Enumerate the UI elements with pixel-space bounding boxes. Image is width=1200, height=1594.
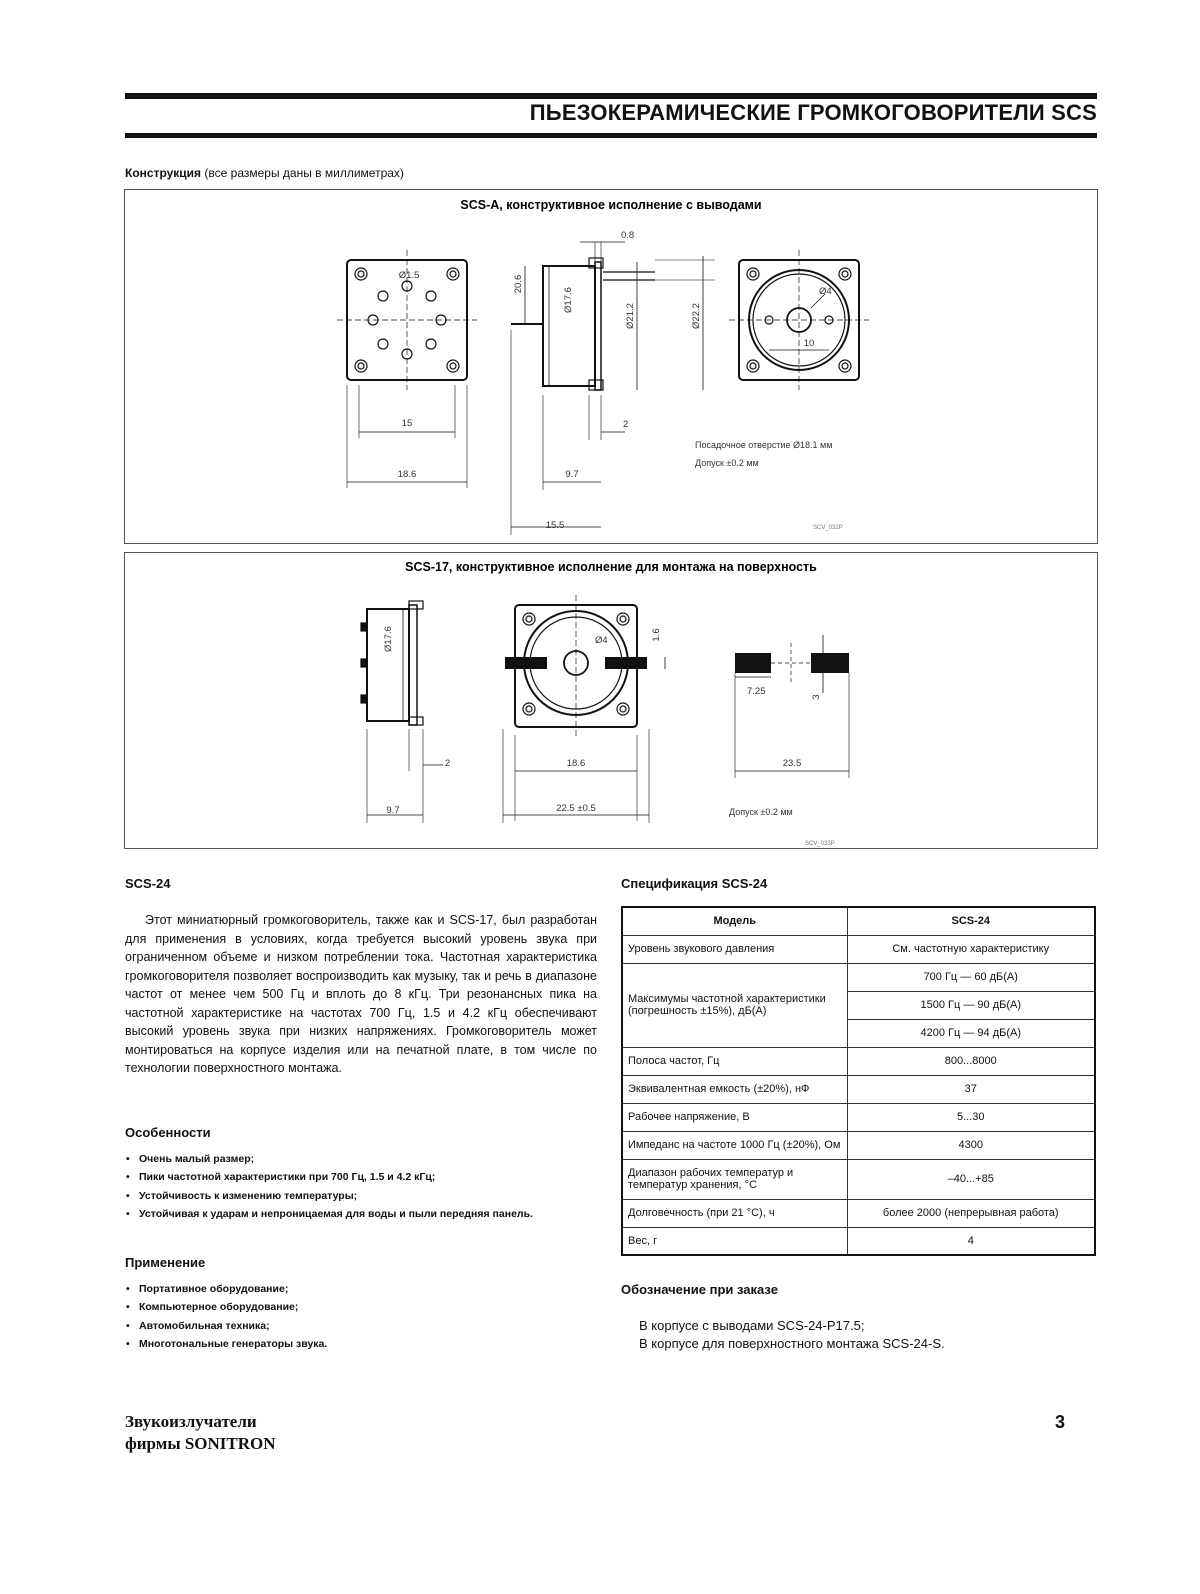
construction-label: Конструкция (125, 166, 201, 180)
features-list (125, 1150, 605, 1223)
page-title: ПЬЕЗОКЕРАМИЧЕСКИЕ ГРОМКОГОВОРИТЕЛИ SCS (530, 100, 1097, 126)
table-row (622, 1075, 1095, 1103)
spec-label-temp: Диапазон рабочих температур и температур хранения, °С (622, 1159, 847, 1199)
drawing-panel-scs-a (124, 189, 1098, 544)
dim-a-186: 18.6 (398, 469, 417, 480)
construction-note: (все размеры даны в миллиметрах) (204, 166, 404, 180)
table-row (622, 907, 1095, 935)
list-item: • Автомобильная техника; (125, 1317, 605, 1335)
spec-label-imp: Импеданс на частоте 1000 Гц (±20%), Ом (622, 1131, 847, 1159)
dim-a-10: 10 (804, 338, 815, 349)
spec-value-temp: –40...+85 (847, 1159, 1095, 1199)
dim-a-97: 9.7 (565, 469, 578, 480)
spec-value-imp: 4300 (847, 1131, 1095, 1159)
drawing-scs-a (125, 190, 1097, 543)
dim-a-15: 15 (402, 418, 413, 429)
panel-b-title: SCS-17, конструктивное исполнение для монтажа на поверхность (405, 560, 817, 574)
spec-col-model: Модель (622, 907, 847, 935)
footer-brand (125, 1411, 276, 1455)
panel-a-title: SCS-A, конструктивное исполнение с выводами (460, 198, 761, 212)
list-item: • Устойчивость к изменению температуры; (125, 1187, 605, 1205)
scs24-description: Этот миниатюрный громкоговоритель, также как и SCS-17, был разработан для применения в условиях, когда требуется высокий уровень звука при ограниченном объеме и низком потреблении тока. Частотная характеристика громкоговорителя позволяет воспроизводить как музыку, так и речь в диапазоне частот от менее чем 500 Гц и вплоть до 8 кГц. Три резонансных пика на частотной характеристике на частотах 700 Гц, 1.5 и 4.2 кГц обеспечивают высокий уровень звука при низких напряжениях. Громкоговоритель может монтироваться на корпусе изделия или на печатной плате, в том числе по технологии поверхностного монтажа. (125, 911, 597, 1078)
footer-line-2: фирмы SONITRON (125, 1433, 276, 1455)
list-item: • Многотональные генераторы звука. (125, 1335, 605, 1353)
table-row (622, 935, 1095, 963)
table-row (622, 1103, 1095, 1131)
list-item: • Очень малый размер; (125, 1150, 605, 1168)
dim-b-2: 2 (445, 758, 450, 769)
header-rule-bottom (125, 133, 1097, 138)
table-row (622, 963, 1095, 991)
spec-table (621, 906, 1096, 1256)
dim-b-725: 7.25 (747, 686, 766, 697)
panel-a-note-hole: Посадочное отверстие Ø18.1 мм (695, 440, 832, 450)
order-line-smd: В корпусе для поверхностного монтажа SCS-24-S. (639, 1336, 945, 1351)
spec-value-life: более 2000 (непрерывная работа) (847, 1199, 1095, 1227)
drawing-scs-17 (125, 553, 1097, 848)
spec-col-value: SCS-24 (847, 907, 1095, 935)
spec-value-band: 800...8000 (847, 1047, 1095, 1075)
dim-b-97: 9.7 (386, 805, 399, 816)
dim-b-d4: Ø4 (595, 635, 608, 646)
spec-value-peak-4200: 4200 Гц — 94 дБ(А) (847, 1019, 1095, 1047)
spec-value-spl: См. частотную характеристику (847, 935, 1095, 963)
dim-b-176: Ø17.6 (383, 626, 394, 652)
spec-value-peak-700: 700 Гц — 60 дБ(А) (847, 963, 1095, 991)
panel-a-note-tolerance: Допуск ±0.2 мм (695, 458, 759, 468)
dim-a-212: Ø21.2 (625, 303, 636, 329)
list-item: • Пики частотной характеристики при 700 Гц, 1.5 и 4.2 кГц; (125, 1168, 605, 1186)
applications-heading: Применение (125, 1255, 205, 1270)
dim-a-176: Ø17.6 (563, 287, 574, 313)
spec-value-weight: 4 (847, 1227, 1095, 1255)
dim-a-hole: Ø1.5 (399, 270, 420, 281)
page-number: 3 (1055, 1412, 1065, 1433)
dim-a-155: 15.5 (546, 520, 565, 531)
applications-list (125, 1280, 605, 1353)
spec-label-cap: Эквивалентная емкость (±20%), нФ (622, 1075, 847, 1103)
dim-b-16: 1.6 (651, 628, 662, 641)
drawing-panel-scs-17 (124, 552, 1098, 849)
list-item: • Устойчивая к ударам и непроницаемая для воды и пыли передняя панель. (125, 1205, 605, 1223)
dim-b-235: 23.5 (783, 758, 802, 769)
spec-label-life: Долговечность (при 21 °С), ч (622, 1199, 847, 1227)
header-rule-top (125, 93, 1097, 99)
panel-b-note-tolerance: Допуск ±0.2 мм (729, 807, 793, 817)
order-line-leads: В корпусе с выводами SCS-24-P17.5; (639, 1318, 864, 1333)
table-row (622, 1131, 1095, 1159)
dim-b-3: 3 (811, 694, 822, 699)
dim-a-222: Ø22.2 (691, 303, 702, 329)
panel-a-code: SCV_032P (813, 525, 843, 531)
spec-label-spl: Уровень звукового давления (622, 935, 847, 963)
table-row (622, 1159, 1095, 1199)
features-heading: Особенности (125, 1125, 211, 1140)
panel-b-code: SCV_033P (805, 841, 835, 847)
spec-label-band: Полоса частот, Гц (622, 1047, 847, 1075)
footer-line-1: Звукоизлучатели (125, 1411, 276, 1433)
dim-b-186: 18.6 (567, 758, 586, 769)
spec-label-weight: Вес, г (622, 1227, 847, 1255)
table-row (622, 1047, 1095, 1075)
spec-value-peak-1500: 1500 Гц — 90 дБ(А) (847, 991, 1095, 1019)
order-heading: Обозначение при заказе (621, 1282, 778, 1297)
spec-label-volt: Рабочее напряжение, В (622, 1103, 847, 1131)
spec-label-peaks: Максимумы частотной характеристики (погрешность ±15%), дБ(А) (622, 963, 847, 1047)
spec-value-volt: 5...30 (847, 1103, 1095, 1131)
dim-a-206: 20.6 (513, 275, 524, 294)
dim-a-2: 2 (623, 419, 628, 430)
dim-a-d4: Ø4 (819, 286, 832, 297)
dim-a-08: 0.8 (621, 230, 634, 241)
table-row (622, 1199, 1095, 1227)
spec-value-cap: 37 (847, 1075, 1095, 1103)
scs24-heading: SCS-24 (125, 876, 171, 891)
table-row (622, 1227, 1095, 1255)
spec-heading: Спецификация SCS-24 (621, 876, 767, 891)
list-item: • Портативное оборудование; (125, 1280, 605, 1298)
dim-b-225: 22.5 ±0.5 (556, 803, 596, 814)
list-item: • Компьютерное оборудование; (125, 1298, 605, 1316)
construction-caption (125, 166, 404, 180)
